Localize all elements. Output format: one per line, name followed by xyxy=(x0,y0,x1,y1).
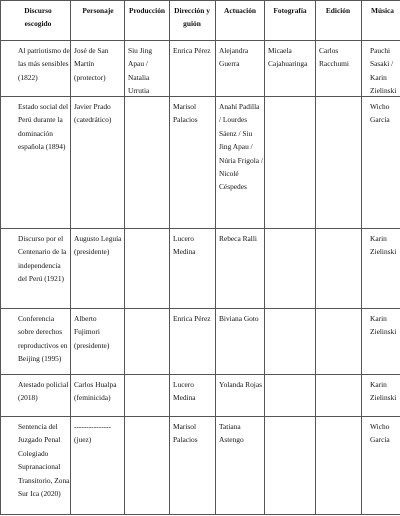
musica-cell: Pauchi Sasaki / Karin Zielinski xyxy=(370,46,397,96)
musica-cell: Karin Zielinski xyxy=(370,380,397,403)
actuacion-cell: Anahí Padilla / Lourdes Sáenz / Siu Jing Apau / Núria Frigola / Nicolé Céspedes xyxy=(219,102,263,192)
rule-col-left xyxy=(0,0,1,515)
rule-bottom xyxy=(0,514,400,515)
header-discurso: Discurso escogido xyxy=(24,6,52,29)
personaje-cell: Javier Prado (catedrático) xyxy=(74,102,112,125)
rule-col-edicion xyxy=(315,0,316,515)
header-produccion: Producción xyxy=(129,6,165,15)
rule-row-5 xyxy=(0,416,400,417)
actuacion-cell: Tatiana Astengo xyxy=(219,422,244,445)
discurso-cell: Al patriotismo de las más sensibles (1822) xyxy=(18,46,70,82)
fotografia-cell: Micaela Cajahuaringa xyxy=(268,46,308,69)
direccion-cell: Lucero Medina xyxy=(173,234,196,257)
direccion-cell: Enrica Pérez xyxy=(173,46,211,55)
rule-col-personaje xyxy=(70,0,71,515)
actuacion-cell: Biviana Goto xyxy=(219,314,259,323)
discurso-cell: Estado social del Perú durante la dominación española (1894) xyxy=(18,102,69,152)
musica-cell: Karin Zielinski xyxy=(370,234,397,257)
rule-row-4 xyxy=(0,374,400,375)
actuacion-cell: Rebeca Ralli xyxy=(219,234,257,243)
rule-top xyxy=(0,0,400,1)
header-fotografia: Fotografía xyxy=(273,6,307,15)
discurso-cell: Atestado policial (2018) xyxy=(18,380,69,403)
direccion-cell: Marisol Palacios xyxy=(173,102,198,125)
actuacion-cell: Alejandra Guerra xyxy=(219,46,249,69)
personaje-cell: Alberto Fujimori (presidente) xyxy=(74,314,110,350)
rule-header-bottom xyxy=(0,40,400,41)
direccion-cell: Lucero Medina xyxy=(173,380,196,403)
produccion-cell: Siu Jing Apau / Natalia Urrutia xyxy=(128,46,153,96)
header-musica: Música xyxy=(371,6,394,15)
rule-col-direccion xyxy=(169,0,170,515)
header-direccion: Dirección y guión xyxy=(174,6,210,29)
personaje-cell: --------------- (juez) xyxy=(74,422,111,445)
header-actuacion: Actuación xyxy=(223,6,257,15)
musica-cell: Wicho García xyxy=(370,102,390,125)
personaje-cell: José de San Martín (protector) xyxy=(74,46,109,82)
actuacion-cell: Yolanda Rojas xyxy=(219,380,262,389)
personaje-cell: Augusto Leguía (presidente) xyxy=(74,234,122,257)
edicion-cell: Carlos Racchumi xyxy=(319,46,349,69)
rule-row-2 xyxy=(0,228,400,229)
rule-col-actuacion xyxy=(215,0,216,515)
header-personaje: Personaje xyxy=(82,6,114,15)
rule-col-fotografia xyxy=(264,0,265,515)
musica-cell: Wicho García xyxy=(370,422,390,445)
discurso-cell: Sentencia del Juzgado Penal Colegiado Supranacional Transitorio, Zona Sur Ica (2020) xyxy=(18,422,70,499)
rule-row-3 xyxy=(0,308,400,309)
rule-row-1 xyxy=(0,96,400,97)
header-edicion: Edición xyxy=(325,6,351,15)
musica-cell: Karin Zielinski xyxy=(370,314,397,337)
direccion-cell: Marisol Palacios xyxy=(173,422,198,445)
rule-col-musica xyxy=(361,0,362,515)
discurso-cell: Conferencia sobre derechos reproductivos en Beijing (1995) xyxy=(18,314,68,364)
personaje-cell: Carlos Hualpa (feminicida) xyxy=(74,380,117,403)
rule-col-produccion xyxy=(124,0,125,515)
direccion-cell: Enrica Pérez xyxy=(173,314,211,323)
discurso-cell: Discurso por el Centenario de la independencia del Perú (1921) xyxy=(18,234,67,284)
